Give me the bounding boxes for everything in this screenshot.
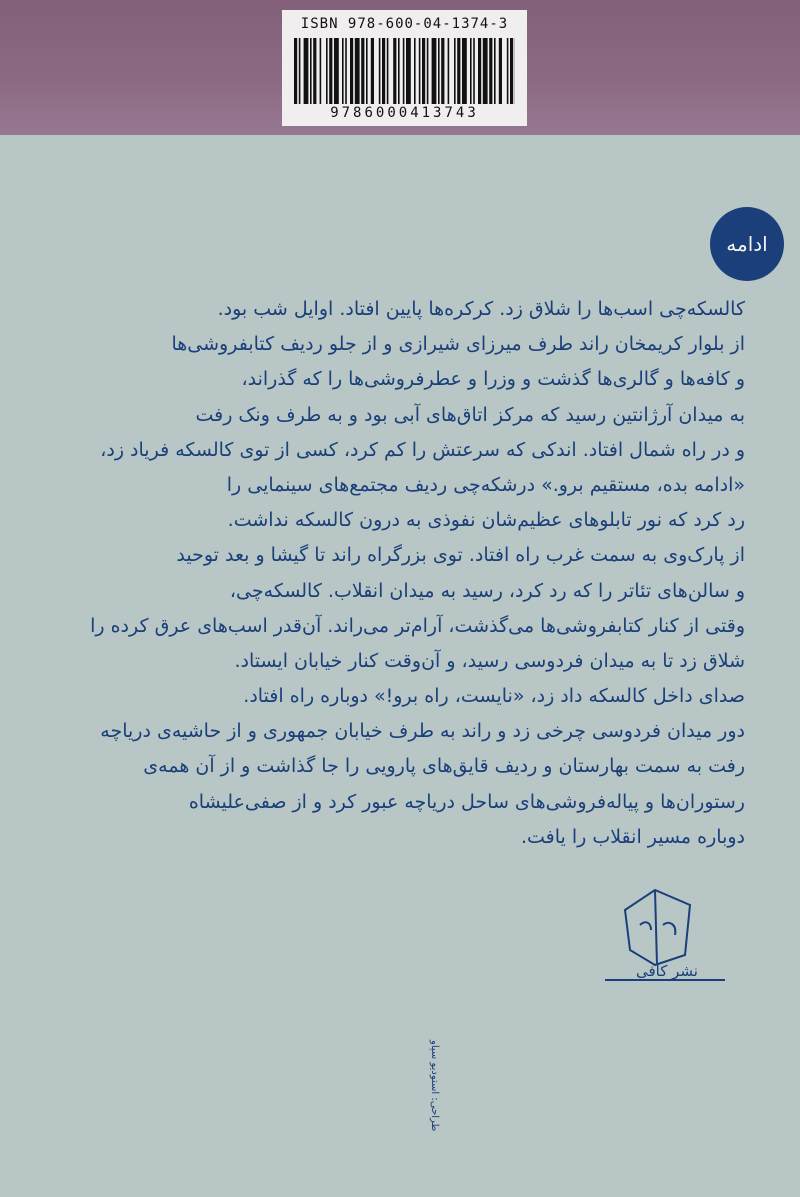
text-line: رستوران‌ها و پیاله‌فروشی‌های ساحل دریاچه عبور کرد و از صفی‌علیشاه bbox=[188, 790, 745, 813]
barcode-bar bbox=[294, 38, 297, 104]
text-line: به میدان آرژانتین رسید که مرکز اتاق‌های آبی بود و به طرف ونک رفت bbox=[195, 403, 745, 426]
barcode-bar bbox=[310, 38, 312, 104]
barcode-bar bbox=[361, 38, 364, 104]
barcode-bar bbox=[457, 38, 460, 104]
publisher-name: نشر کافی bbox=[636, 962, 698, 980]
barcode-bar bbox=[299, 38, 301, 104]
barcode-bar bbox=[382, 38, 385, 104]
barcode-bar bbox=[304, 38, 309, 104]
series-badge-icon bbox=[708, 205, 786, 283]
text-line: دور میدان فردوسی چرخی زد و راند به طرف خیابان جمهوری و از حاشیه‌ی دریاچه bbox=[100, 720, 745, 743]
text-line: از بلوار کریمخان راند طرف میرزای شیرازی و از جلو ردیف کتابفروشی‌ها bbox=[171, 333, 745, 356]
barcode-bar bbox=[510, 38, 513, 104]
barcode-bar bbox=[432, 38, 437, 104]
barcode-bar bbox=[326, 38, 328, 104]
barcode-bar bbox=[441, 38, 444, 104]
barcode-bar bbox=[398, 38, 400, 104]
text-line: شلاق زد تا به میدان فردوسی رسید، و آن‌وقت کنار خیابان ایستاد. bbox=[234, 649, 745, 672]
barcode-bar bbox=[387, 38, 389, 104]
text-line: دوباره مسیر انقلاب را یافت. bbox=[520, 825, 745, 848]
barcode-bar bbox=[462, 38, 467, 104]
series-badge-text: ادامه bbox=[726, 232, 768, 256]
barcode-bar bbox=[355, 38, 360, 104]
text-line: صدای داخل کالسکه داد زد، «نایست، راه برو!» دوباره راه افتاد. bbox=[243, 685, 745, 708]
text-line: کالسکه‌چی اسب‌ها را شلاق زد. کرکره‌ها پایین افتاد. اوایل شب بود. bbox=[217, 298, 745, 320]
barcode-bar bbox=[403, 38, 405, 104]
barcode-bar bbox=[371, 38, 374, 104]
barcode-bar bbox=[366, 38, 368, 104]
series-badge bbox=[708, 205, 786, 283]
barcode-bar bbox=[448, 38, 450, 104]
barcode-bar bbox=[473, 38, 475, 104]
barcode-bar bbox=[393, 38, 396, 104]
barcode-bar bbox=[320, 38, 322, 104]
barcode-bar bbox=[507, 38, 509, 104]
designer-credit: طراحی: استودیو سپاو bbox=[429, 1040, 440, 1132]
barcode-bar bbox=[334, 38, 339, 104]
barcode-bar bbox=[345, 38, 347, 104]
text-line: از پارک‌وی به سمت غرب راه افتاد. توی بزرگراه راند تا گیشا و بعد توحید bbox=[176, 544, 745, 567]
barcode-digits: 9786000413743 bbox=[330, 105, 479, 121]
barcode-bar bbox=[342, 38, 344, 104]
barcode-bar bbox=[379, 38, 381, 104]
text-line: و سالن‌های تئاتر را که رد کرد، رسید به میدان انقلاب. کالسکه‌چی، bbox=[229, 579, 745, 602]
barcode-bar bbox=[329, 38, 332, 104]
top-band bbox=[0, 0, 800, 135]
text-line: «ادامه بده، مستقیم برو.» درشکه‌چی ردیف مجتمع‌های سینمایی را bbox=[226, 473, 745, 496]
barcode-bar bbox=[494, 38, 496, 104]
back-cover-text bbox=[90, 292, 745, 855]
barcode-bar bbox=[422, 38, 425, 104]
text-line: رفت به سمت بهارستان و ردیف قایق‌های پارویی را جا گذاشت و از آن همه‌ی bbox=[143, 755, 745, 778]
text-line: و در راه شمال افتاد. اندکی که سرعتش را کم کرد، کسی از توی کالسکه فریاد زد، bbox=[100, 438, 745, 461]
barcode-bar bbox=[483, 38, 488, 104]
barcode-bar bbox=[350, 38, 353, 104]
text-line: و کافه‌ها و گالری‌ها گذشت و وزرا و عطرفروشی‌ها را که گذراند، bbox=[241, 368, 745, 391]
barcode-bar bbox=[470, 38, 472, 104]
barcode bbox=[282, 10, 527, 126]
barcode-bar bbox=[419, 38, 421, 104]
barcode-bar bbox=[454, 38, 456, 104]
barcode-bar bbox=[406, 38, 411, 104]
barcode-bar bbox=[313, 38, 316, 104]
barcode-bar bbox=[499, 38, 502, 104]
barcode-bar bbox=[478, 38, 481, 104]
isbn-label: ISBN 978-600-04-1374-3 bbox=[300, 16, 509, 32]
publisher-logo-icon bbox=[585, 880, 745, 1000]
barcode-bar bbox=[427, 38, 429, 104]
barcode-bar bbox=[438, 38, 440, 104]
barcode-bars-icon bbox=[294, 38, 515, 104]
barcode-bar bbox=[414, 38, 416, 104]
text-line: وقتی از کنار کتابفروشی‌ها می‌گذشت، آرام‌تر می‌راند. آن‌قدر اسب‌های عرق کرده را bbox=[90, 614, 745, 637]
publisher-logo bbox=[585, 880, 745, 1000]
barcode-bar bbox=[489, 38, 492, 104]
text-line: رد کرد که نور تابلوهای عظیم‌شان نفوذی به درون کالسکه نداشت. bbox=[227, 509, 745, 532]
